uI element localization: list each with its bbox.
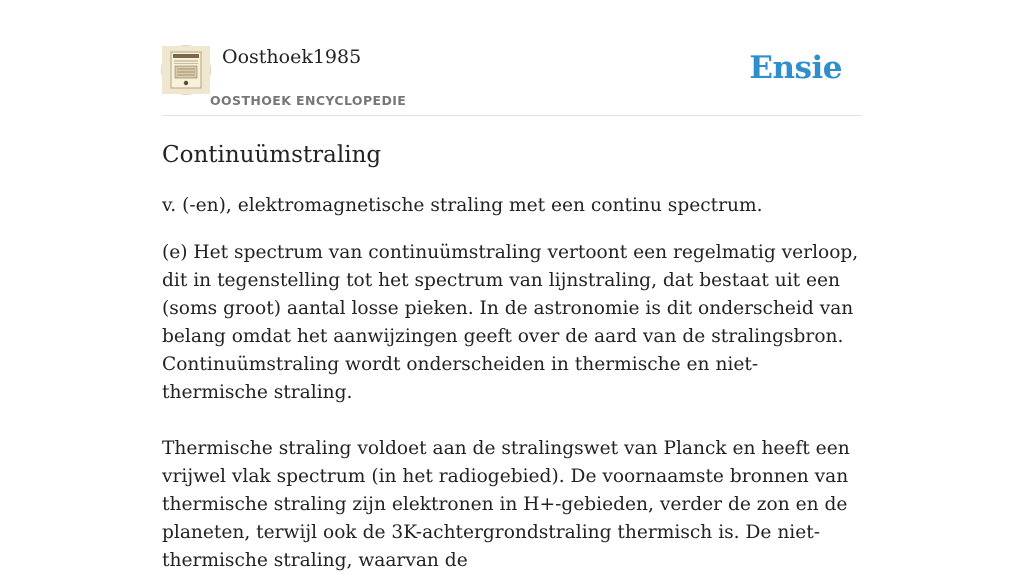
article-card <box>162 42 862 575</box>
article-header <box>162 42 862 116</box>
article-title: Continuümstraling <box>162 142 382 168</box>
source-label: OOSTHOEK ENCYCLOPEDIE <box>210 93 407 108</box>
article-lead: v. (-en), elektromagnetische straling met een continu spectrum. <box>162 195 763 216</box>
brand-logo-link[interactable]: Ensie <box>749 50 842 86</box>
author-avatar[interactable] <box>162 46 210 94</box>
author-name-link[interactable]: Oosthoek1985 <box>222 46 362 68</box>
encyclopedia-cover-icon <box>162 46 210 94</box>
article-body: (e) Het spectrum van continuümstraling vertoont een regelmatig verloop, dit in tegenstelling tot het spectrum van lijnstraling, dat bestaat uit een (soms groot) aantal losse pieken. In de astronomie is dit onderscheid van belang omdat het aanwijzingen geeft over de aard van de stralingsbron. Continuümstraling wordt onderscheiden in thermische en niet-thermische straling. Thermische straling voldoet aan de stralingswet van Planck en heeft een vrijwel vlak spectrum (in het radiogebied). De voornaamste bronnen van thermische straling zijn elektronen in H+-gebieden, verder de zon en de planeten, terwijl ook de 3K-achtergrondstraling thermisch is. De niet-thermische straling, waarvan de <box>162 242 859 571</box>
